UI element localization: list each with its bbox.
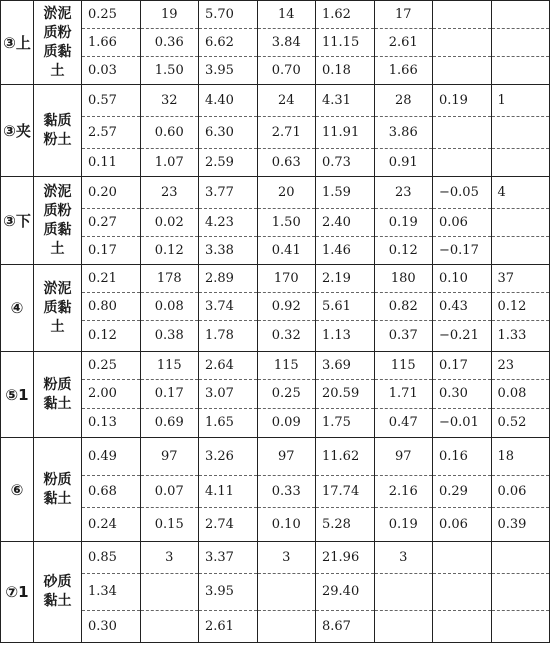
table-cell: 3.69: [316, 352, 375, 380]
table-cell: 1.78: [199, 321, 258, 352]
table-cell: 115: [374, 352, 433, 380]
table-row: [1, 409, 550, 438]
table-cell: 2.61: [199, 611, 258, 643]
table-cell: 18: [491, 438, 550, 476]
table-cell: [491, 57, 550, 85]
table-cell: 0.19: [374, 209, 433, 237]
table-cell: 17: [374, 1, 433, 29]
table-cell: 0.12: [374, 237, 433, 265]
table-cell: 0.70: [257, 57, 316, 85]
table-row: [1, 57, 550, 85]
table-row: [1, 237, 550, 265]
table-cell: 2.71: [257, 117, 316, 149]
table-cell: 23: [491, 352, 550, 380]
table-row: [1, 85, 550, 117]
table-row: [1, 380, 550, 409]
table-cell: [491, 209, 550, 237]
table-cell: 0.19: [433, 85, 492, 117]
table-cell: 4: [491, 177, 550, 209]
table-cell: [491, 1, 550, 29]
table-cell: 5.28: [316, 508, 375, 542]
table-cell: 6.30: [199, 117, 258, 149]
table-cell: 0.92: [257, 293, 316, 321]
table-cell: 3: [257, 542, 316, 574]
table-cell: 3.84: [257, 29, 316, 57]
table-cell: 6.62: [199, 29, 258, 57]
table-row: [1, 574, 550, 611]
table-cell: 4.40: [199, 85, 258, 117]
table-row: [1, 293, 550, 321]
table-cell: 1.59: [316, 177, 375, 209]
table-cell: 3: [374, 542, 433, 574]
table-cell: 0.17: [82, 237, 141, 265]
table-row: [1, 265, 550, 293]
table-cell: −0.17: [433, 237, 492, 265]
table-row: [1, 29, 550, 57]
table-cell: 2.00: [82, 380, 141, 409]
table-row: [1, 117, 550, 149]
table-cell: 29.40: [316, 574, 375, 611]
table-cell: 0.57: [82, 85, 141, 117]
table-cell: 3.77: [199, 177, 258, 209]
table-cell: 170: [257, 265, 316, 293]
table-row: [1, 476, 550, 508]
table-cell: 0.25: [82, 1, 141, 29]
table-cell: 0.16: [433, 438, 492, 476]
table-cell: 0.32: [257, 321, 316, 352]
table-cell: [433, 542, 492, 574]
table-row: [1, 209, 550, 237]
table-cell: [491, 611, 550, 643]
table-cell: 0.27: [82, 209, 141, 237]
soil-layer-code: ⑤1: [1, 352, 34, 438]
table-cell: [433, 57, 492, 85]
table-cell: 0.69: [140, 409, 199, 438]
table-cell: [491, 117, 550, 149]
table-cell: 0.30: [433, 380, 492, 409]
table-row: [1, 542, 550, 574]
table-cell: 0.03: [82, 57, 141, 85]
table-cell: 8.67: [316, 611, 375, 643]
soil-layer-name: 砂质黏土: [34, 542, 82, 643]
table-cell: 0.91: [374, 149, 433, 177]
table-cell: 28: [374, 85, 433, 117]
table-cell: 1.13: [316, 321, 375, 352]
table-cell: 1.66: [374, 57, 433, 85]
table-cell: 2.16: [374, 476, 433, 508]
table-cell: 0.18: [316, 57, 375, 85]
table-cell: 0.52: [491, 409, 550, 438]
table-cell: 1.66: [82, 29, 141, 57]
table-cell: 1: [491, 85, 550, 117]
table-cell: 19: [140, 1, 199, 29]
table-cell: 0.08: [491, 380, 550, 409]
table-cell: 0.41: [257, 237, 316, 265]
table-cell: 0.37: [374, 321, 433, 352]
table-cell: 1.75: [316, 409, 375, 438]
table-cell: 1.50: [257, 209, 316, 237]
table-cell: 2.89: [199, 265, 258, 293]
table-cell: 17.74: [316, 476, 375, 508]
table-cell: 0.10: [433, 265, 492, 293]
table-cell: 0.07: [140, 476, 199, 508]
table-cell: 0.82: [374, 293, 433, 321]
table-cell: [140, 574, 199, 611]
table-cell: [491, 149, 550, 177]
table-cell: 1.50: [140, 57, 199, 85]
table-cell: 0.25: [82, 352, 141, 380]
table-cell: 0.43: [433, 293, 492, 321]
table-cell: 0.73: [316, 149, 375, 177]
table-cell: [491, 29, 550, 57]
table-cell: [433, 611, 492, 643]
table-cell: [140, 611, 199, 643]
table-cell: 2.74: [199, 508, 258, 542]
table-cell: 0.10: [257, 508, 316, 542]
table-cell: 0.39: [491, 508, 550, 542]
table-cell: 0.09: [257, 409, 316, 438]
table-cell: 21.96: [316, 542, 375, 574]
soil-layer-code: ⑦1: [1, 542, 34, 643]
table-cell: 1.34: [82, 574, 141, 611]
table-cell: 1.71: [374, 380, 433, 409]
table-cell: 97: [374, 438, 433, 476]
soil-layer-name: 淤泥质黏土: [34, 265, 82, 352]
table-cell: 0.47: [374, 409, 433, 438]
table-cell: 3.37: [199, 542, 258, 574]
table-cell: 3: [140, 542, 199, 574]
table-cell: [491, 237, 550, 265]
table-cell: [374, 574, 433, 611]
table-cell: 1.33: [491, 321, 550, 352]
table-cell: 0.36: [140, 29, 199, 57]
table-cell: 0.85: [82, 542, 141, 574]
table-cell: 0.25: [257, 380, 316, 409]
table-row: [1, 438, 550, 476]
table-cell: 0.30: [82, 611, 141, 643]
table-cell: 24: [257, 85, 316, 117]
table-row: [1, 177, 550, 209]
table-cell: 3.95: [199, 57, 258, 85]
table-cell: 23: [374, 177, 433, 209]
table-cell: 3.38: [199, 237, 258, 265]
table-cell: −0.05: [433, 177, 492, 209]
soil-layer-code: ③下: [1, 177, 34, 265]
table-cell: 0.80: [82, 293, 141, 321]
table-cell: [433, 29, 492, 57]
table-cell: 0.63: [257, 149, 316, 177]
table-cell: 0.12: [491, 293, 550, 321]
table-cell: 1.07: [140, 149, 199, 177]
table-cell: 32: [140, 85, 199, 117]
table-row: [1, 611, 550, 643]
table-cell: 0.60: [140, 117, 199, 149]
soil-layer-code: ⑥: [1, 438, 34, 542]
table-cell: 14: [257, 1, 316, 29]
soil-layer-name: 淤泥质粉质黏土: [34, 177, 82, 265]
table-cell: 2.64: [199, 352, 258, 380]
table-cell: 4.31: [316, 85, 375, 117]
table-row: [1, 508, 550, 542]
table-cell: 5.70: [199, 1, 258, 29]
soil-layer-code: ③夹: [1, 85, 34, 177]
table-cell: 11.91: [316, 117, 375, 149]
table-cell: 0.49: [82, 438, 141, 476]
table-cell: [433, 149, 492, 177]
table-cell: 0.13: [82, 409, 141, 438]
table-cell: 20: [257, 177, 316, 209]
table-cell: 115: [140, 352, 199, 380]
table-cell: [433, 574, 492, 611]
table-cell: 97: [257, 438, 316, 476]
table-cell: 178: [140, 265, 199, 293]
table-cell: [374, 611, 433, 643]
table-cell: 0.17: [433, 352, 492, 380]
table-cell: 23: [140, 177, 199, 209]
soil-layer-name: 粉质黏土: [34, 352, 82, 438]
table-cell: 2.61: [374, 29, 433, 57]
table-cell: 11.62: [316, 438, 375, 476]
soil-layer-name: 淤泥质粉质黏土: [34, 1, 82, 85]
table-row: [1, 1, 550, 29]
table-cell: 0.12: [82, 321, 141, 352]
table-cell: 0.12: [140, 237, 199, 265]
table-cell: [491, 542, 550, 574]
table-cell: 0.21: [82, 265, 141, 293]
table-cell: 3.86: [374, 117, 433, 149]
table-cell: 115: [257, 352, 316, 380]
table-cell: 1.65: [199, 409, 258, 438]
table-row: [1, 149, 550, 177]
soil-layer-code: ④: [1, 265, 34, 352]
table-cell: 4.23: [199, 209, 258, 237]
table-cell: [491, 574, 550, 611]
table-cell: 0.29: [433, 476, 492, 508]
table-cell: 0.08: [140, 293, 199, 321]
table-cell: 0.15: [140, 508, 199, 542]
table-cell: 0.38: [140, 321, 199, 352]
table-cell: −0.21: [433, 321, 492, 352]
table-cell: −0.01: [433, 409, 492, 438]
table-cell: [257, 611, 316, 643]
table-row: [1, 352, 550, 380]
table-cell: 2.19: [316, 265, 375, 293]
table-body: [1, 1, 550, 643]
table-cell: 11.15: [316, 29, 375, 57]
table-cell: [257, 574, 316, 611]
table-cell: 5.61: [316, 293, 375, 321]
table-cell: 0.33: [257, 476, 316, 508]
table-cell: 37: [491, 265, 550, 293]
table-cell: 2.57: [82, 117, 141, 149]
table-cell: 2.59: [199, 149, 258, 177]
table-cell: 0.68: [82, 476, 141, 508]
table-cell: 1.46: [316, 237, 375, 265]
table-cell: 0.20: [82, 177, 141, 209]
table-cell: 1.62: [316, 1, 375, 29]
table-cell: 97: [140, 438, 199, 476]
table-cell: 0.06: [433, 508, 492, 542]
table-cell: [433, 1, 492, 29]
soil-layer-code: ③上: [1, 1, 34, 85]
soil-layer-name: 黏质粉土: [34, 85, 82, 177]
table-cell: 0.24: [82, 508, 141, 542]
table-cell: 3.26: [199, 438, 258, 476]
table-cell: 3.07: [199, 380, 258, 409]
table-cell: 0.17: [140, 380, 199, 409]
table-row: [1, 321, 550, 352]
table-cell: 4.11: [199, 476, 258, 508]
table-cell: 0.11: [82, 149, 141, 177]
table-cell: 3.74: [199, 293, 258, 321]
table-cell: 0.06: [433, 209, 492, 237]
table-cell: [433, 117, 492, 149]
table-cell: 0.06: [491, 476, 550, 508]
table-cell: 180: [374, 265, 433, 293]
table-cell: 0.02: [140, 209, 199, 237]
table-cell: 2.40: [316, 209, 375, 237]
table-cell: 20.59: [316, 380, 375, 409]
table-cell: 3.95: [199, 574, 258, 611]
table-cell: 0.19: [374, 508, 433, 542]
soil-layer-name: 粉质黏土: [34, 438, 82, 542]
